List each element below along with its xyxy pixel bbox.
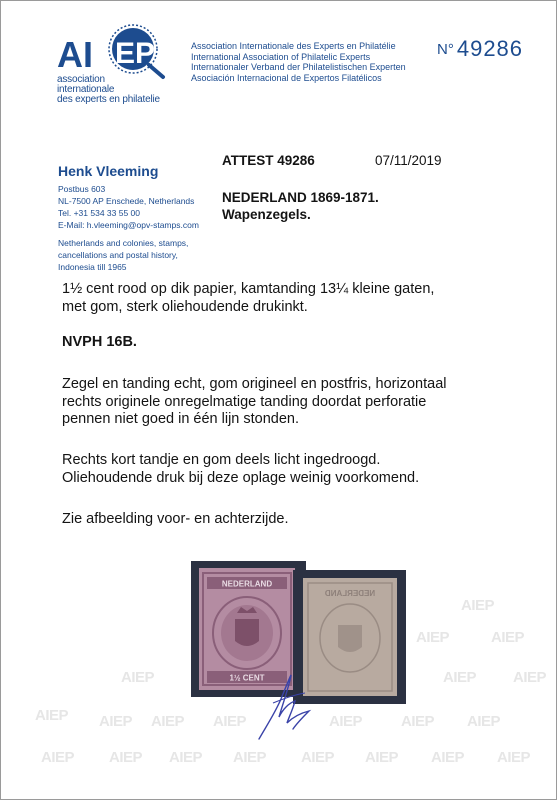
expert-address xyxy=(58,183,199,231)
logo-subtitle-line: association xyxy=(57,74,105,85)
watermark: AIEP xyxy=(467,713,501,730)
watermark: AIEP xyxy=(416,629,450,646)
specialization-line: Indonesia till 1965 xyxy=(58,262,127,272)
watermark: AIEP xyxy=(461,597,495,614)
certificate-number-value: 49286 xyxy=(456,36,524,61)
remarks-line: Rechts kort tandje en gom deels licht ingedroogd. xyxy=(62,452,381,468)
specialization-line: Netherlands and colonies, stamps, xyxy=(58,238,189,248)
watermark: AIEP xyxy=(497,749,531,766)
svg-text:EP: EP xyxy=(115,37,156,70)
attest-date: 07/11/2019 xyxy=(375,153,442,168)
watermark: AIEP xyxy=(121,669,155,686)
logo-subtitle xyxy=(57,75,160,105)
watermark: AIEP xyxy=(35,707,69,724)
opinion-line: rechts originele onregelmatige tanding doordat perforatie xyxy=(62,393,427,410)
watermark: AIEP xyxy=(169,749,203,766)
watermark: AIEP xyxy=(401,713,435,730)
address-line: Postbus 603 xyxy=(58,184,106,194)
logo-subtitle-line: internationale xyxy=(57,84,115,95)
stamp-front-label-bottom: 1½ CENT xyxy=(229,673,265,683)
certificate-number xyxy=(437,36,523,62)
certificate-number-label: N° xyxy=(437,41,454,58)
watermark: AIEP xyxy=(99,713,133,730)
expert-signature xyxy=(253,673,323,748)
watermark: AIEP xyxy=(513,669,547,686)
email-line: E-Mail: h.vleeming@opv-stamps.com xyxy=(58,220,199,230)
description-line: 1½ cent rood op dik papier, kamtanding 13¼ kleine gaten, xyxy=(62,281,435,297)
watermark: AIEP xyxy=(301,749,335,766)
watermark: AIEP xyxy=(329,713,363,730)
description-line: met gom, sterk oliehoudende drukinkt. xyxy=(62,298,308,315)
watermark: AIEP xyxy=(491,629,525,646)
association-name-fr: Association Internationale des Experts en Philatélie xyxy=(191,41,396,51)
opinion-line: pennen niet goed in één lijn stonden. xyxy=(62,411,300,427)
association-name-en: International Association of Philatelic Experts xyxy=(191,51,371,62)
expert-opinion xyxy=(62,376,446,429)
watermark: AIEP xyxy=(109,749,143,766)
watermark: AIEP xyxy=(213,713,247,730)
catalog-number: NVPH 16B. xyxy=(62,334,137,350)
remarks xyxy=(62,452,419,487)
country-line: NEDERLAND 1869-1871. xyxy=(222,190,379,205)
image-note: Zie afbeelding voor- en achterzijde. xyxy=(62,511,289,527)
watermark: AIEP xyxy=(41,749,75,766)
aiep-logo xyxy=(53,23,183,109)
watermark: AIEP xyxy=(151,713,185,730)
stamp-description xyxy=(62,281,434,316)
watermark: AIEP xyxy=(431,749,465,766)
opinion-line: Zegel en tanding echt, gom origineel en postfris, horizontaal xyxy=(62,376,447,392)
address-line: NL-7500 AP Enschede, Netherlands xyxy=(58,196,195,206)
issue-line: Wapenzegels. xyxy=(222,207,311,222)
stamp-back-label-top: NEDERLAND xyxy=(324,589,376,598)
watermark: AIEP xyxy=(233,749,267,766)
expert-info xyxy=(58,163,199,273)
watermark: AIEP xyxy=(365,749,399,766)
svg-text:AI: AI xyxy=(57,34,93,75)
remarks-line: Oliehoudende druk bij deze oplage weinig voorkomend. xyxy=(62,469,420,486)
expert-name: Henk Vleeming xyxy=(58,163,159,179)
attest-number: ATTEST 49286 xyxy=(222,153,315,168)
watermark: AIEP xyxy=(443,669,477,686)
phone-line: Tel. +31 534 33 55 00 xyxy=(58,208,140,218)
stamp-country-issue xyxy=(222,189,379,223)
association-name-es: Asociación Internacional de Expertos Filatélicos xyxy=(191,72,382,83)
logo-subtitle-line: des experts en philatelie xyxy=(57,94,160,105)
expert-specialization xyxy=(58,237,199,273)
association-names xyxy=(191,41,406,83)
specialization-line: cancellations and postal history, xyxy=(58,250,178,260)
stamp-front-label-top: NEDERLAND xyxy=(221,579,273,589)
association-name-de: Internationaler Verband der Philatelistischen Experten xyxy=(191,62,406,72)
